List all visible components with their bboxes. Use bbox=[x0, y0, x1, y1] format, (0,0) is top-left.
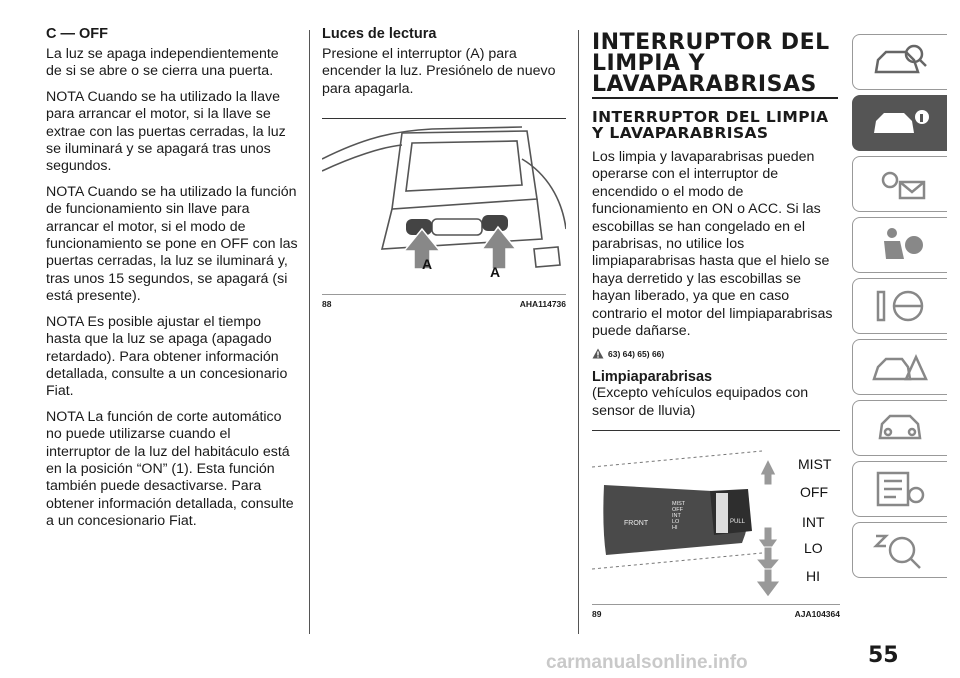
tab-emergency[interactable] bbox=[852, 339, 947, 395]
figure-number: 89 bbox=[592, 609, 602, 620]
figure-caption bbox=[322, 299, 566, 309]
tab-car-knowledge[interactable] bbox=[852, 34, 947, 90]
paragraph: (Excepto vehículos equipados con sensor de lluvia) bbox=[592, 385, 809, 419]
paragraph: NOTA La función de corte automático no puede utilizarse cuando el interruptor de la luz del habitáculo está en la posición “ON” (1). Esta función también puede desactivarse. Para obtener información detallada, consulte a un concesionario Fiat. bbox=[46, 408, 294, 530]
column-divider bbox=[578, 30, 579, 634]
figure-reading-lights bbox=[322, 118, 566, 309]
key-steering-wheel-icon bbox=[870, 286, 930, 326]
section-heading-reading-lights: Luces de lectura bbox=[322, 26, 437, 42]
tab-index[interactable] bbox=[852, 522, 947, 578]
tab-technical-data[interactable] bbox=[852, 461, 947, 517]
tab-warning-lights[interactable] bbox=[852, 156, 947, 212]
paragraph: NOTA Cuando se ha utilizado la llave para arrancar el motor, si la llave se extrae con las puertas cerradas, la luz se iluminará y se apagará tras unos segundos. bbox=[46, 88, 286, 175]
section-title: INTERRUPTOR DEL LIMPIA Y LAVAPARABRISAS bbox=[592, 108, 829, 142]
column-divider bbox=[309, 30, 310, 634]
figure-label-a: A bbox=[490, 264, 501, 281]
svg-text:INT: INT bbox=[672, 513, 681, 520]
section-heading-c-off: C — OFF bbox=[46, 26, 109, 42]
spec-sheet-gear-icon bbox=[870, 469, 930, 509]
tab-maintenance[interactable] bbox=[852, 400, 947, 456]
warning-references: 63) 64) 65) 66) bbox=[592, 348, 840, 359]
paragraph: La luz se apaga independientemente de si se abre o se cierra una puerta. bbox=[46, 46, 279, 80]
title-underline bbox=[592, 97, 838, 99]
column-1 bbox=[46, 26, 298, 539]
wiper-label-lo: LO bbox=[804, 540, 823, 557]
car-search-icon bbox=[870, 42, 930, 82]
svg-text:PULL: PULL bbox=[730, 519, 746, 526]
svg-text:HI: HI bbox=[672, 525, 678, 532]
warning-light-message-icon bbox=[870, 164, 930, 204]
page-number: 55 bbox=[868, 643, 899, 668]
wiper-label-off: OFF bbox=[800, 484, 828, 501]
car-info-icon bbox=[870, 103, 930, 143]
chapter-tabs bbox=[852, 34, 952, 583]
paragraph: Presione el interruptor (A) para encender la luz. Presiónelo de nuevo para apagarla. bbox=[322, 46, 556, 97]
paragraph: NOTA Cuando se ha utilizado la función de funcionamiento sin llave para arrancar el motor, si el modo de funcionamiento se pone en OFF con las puertas cerradas, la luz se iluminará y, tras unos 15 segundos, se apagará (si está presente). bbox=[46, 183, 298, 305]
svg-text:OFF: OFF bbox=[672, 507, 683, 514]
car-front-icon bbox=[870, 408, 930, 448]
figure-code: AJA104364 bbox=[794, 609, 840, 620]
wiper-label-int: INT bbox=[802, 514, 825, 531]
paragraph: Los limpia y lavaparabrisas pueden operarse con el interruptor de encendido o el modo de funcionamiento en ON o ACC. Si las escobillas se han congelado en el parabrisas, no utilice los limpiaparabrisas hasta que el hielo se haya derretido y las escobillas se hayan liberado, ya que en caso contrario el motor del limpiaparabrisas puede dañarse. bbox=[592, 149, 833, 340]
figure-label-a: A bbox=[422, 256, 433, 273]
figure-wiper-stalk bbox=[592, 430, 840, 619]
wiper-stalk-illustration bbox=[592, 431, 840, 599]
svg-text:FRONT: FRONT bbox=[624, 520, 649, 528]
wiper-label-mist: MIST bbox=[798, 456, 832, 473]
svg-text:MIST: MIST bbox=[672, 501, 686, 508]
watermark: carmanualsonline.info bbox=[546, 652, 748, 673]
car-warning-triangle-icon bbox=[870, 347, 930, 387]
figure-number: 88 bbox=[322, 299, 332, 310]
airbag-seat-icon bbox=[870, 225, 930, 265]
warning-triangle-icon bbox=[592, 348, 604, 359]
column-3 bbox=[592, 26, 840, 619]
column-2 bbox=[322, 26, 566, 309]
reading-light-illustration bbox=[322, 119, 566, 289]
tab-vehicle-info[interactable] bbox=[852, 95, 947, 151]
alphabet-index-icon bbox=[870, 530, 930, 570]
section-heading-wipers: Limpiaparabrisas bbox=[592, 369, 713, 386]
svg-text:LO: LO bbox=[672, 519, 680, 526]
wiper-label-hi: HI bbox=[806, 568, 820, 585]
tab-starting-driving[interactable] bbox=[852, 278, 947, 334]
paragraph: NOTA Es posible ajustar el tiempo hasta que la luz se apaga (apagado retardado). Para obtener información detallada, consulte a un concesionario Fiat. bbox=[46, 313, 288, 400]
figure-caption bbox=[592, 609, 840, 619]
tab-safety[interactable] bbox=[852, 217, 947, 273]
figure-code: AHA114736 bbox=[519, 299, 566, 310]
chapter-title: INTERRUPTOR DEL LIMPIA Y LAVAPARABRISAS bbox=[592, 30, 830, 97]
